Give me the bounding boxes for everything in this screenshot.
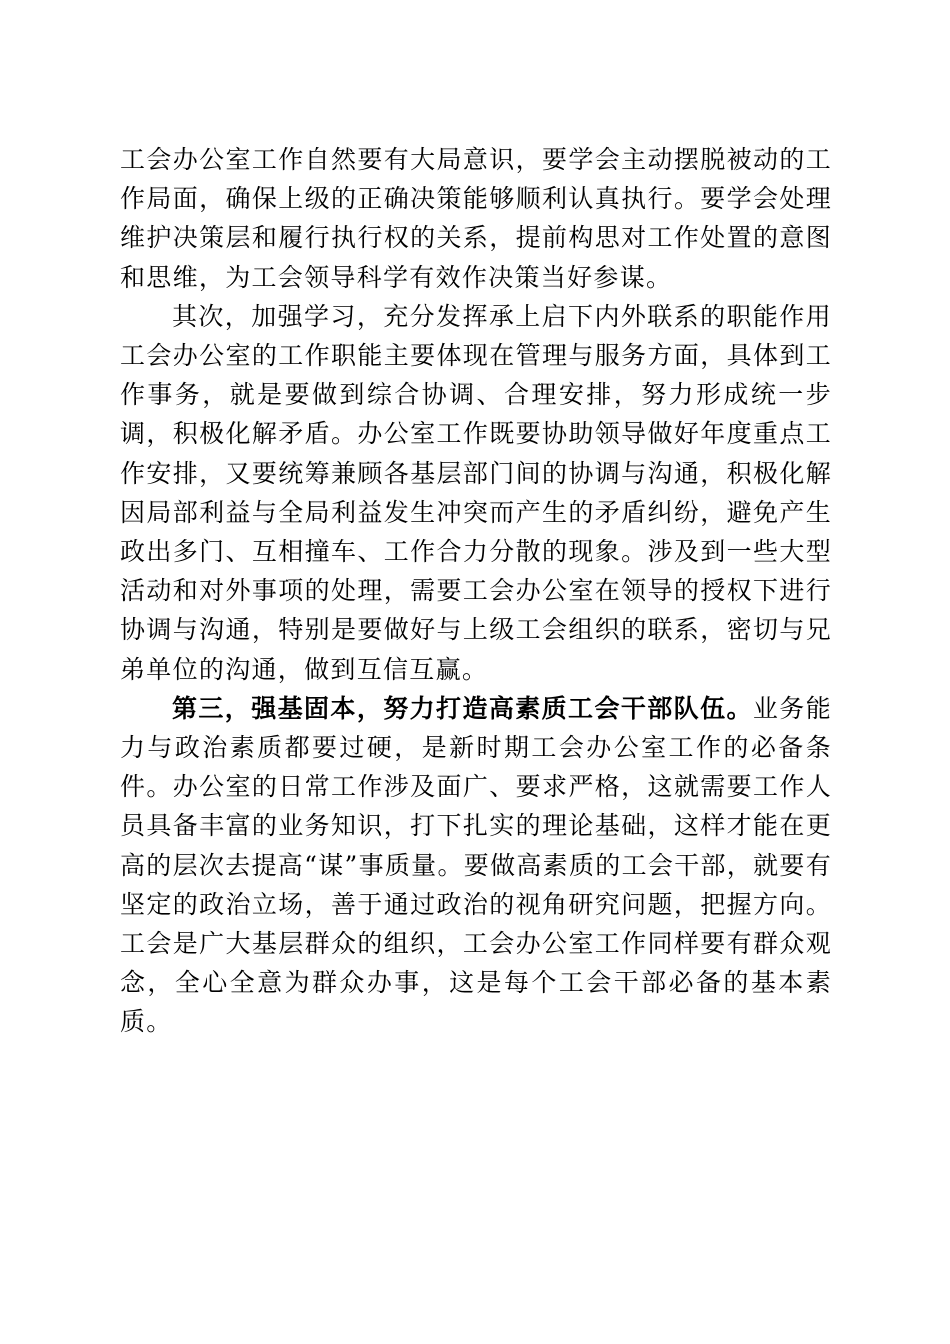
paragraph-2 bbox=[120, 297, 832, 689]
paragraph-1 bbox=[120, 140, 832, 297]
paragraph-2-text: 工会办公室的工作职能主要体现在管理与服务方面，具体到工作事务，就是要做到综合协调、合理安排，努力形成统一步调，积极化解矛盾。办公室工作既要协助领导做好年度重点工作安排，又要统筹兼顾各基层部门间的协调与沟通，积极化解因局部利益与全局利益发生冲突而产生的矛盾纠纷，避免产生政出多门、互相撞车、工作合力分散的现象。涉及到一些大型活动和对外事项的处理，需要工会办公室在领导的授权下进行协调与沟通，特别是要做好与上级工会组织的联系，密切与兄弟单位的沟通，做到互信互赢。 bbox=[120, 341, 832, 684]
paragraph-3 bbox=[120, 689, 832, 1042]
paragraph-2-heading: 其次，加强学习，充分发挥承上启下内外联系的职能作用 bbox=[172, 301, 832, 331]
document-body bbox=[120, 140, 832, 1042]
paragraph-3-heading: 第三，强基固本，努力打造高素质工会干部队伍。 bbox=[172, 693, 753, 723]
paragraph-1-text: 工会办公室工作自然要有大局意识，要学会主动摆脱被动的工作局面，确保上级的正确决策能够顺利认真执行。要学会处理维护决策层和履行执行权的关系，提前构思对工作处置的意图和思维，为工会领导科学有效作决策当好参谋。 bbox=[120, 145, 832, 292]
paragraph-3-text: 业务能力与政治素质都要过硬，是新时期工会办公室工作的必备条件。办公室的日常工作涉及面广、要求严格，这就需要工作人员具备丰富的业务知识，打下扎实的理论基础，这样才能在更高的层次去提高“谋”事质量。要做高素质的工会干部，就要有坚定的政治立场，善于通过政治的视角研究问题，把握方向。工会是广大基层群众的组织，工会办公室工作同样要有群众观念，全心全意为群众办事，这是每个工会干部必备的基本素质。 bbox=[120, 693, 832, 1037]
